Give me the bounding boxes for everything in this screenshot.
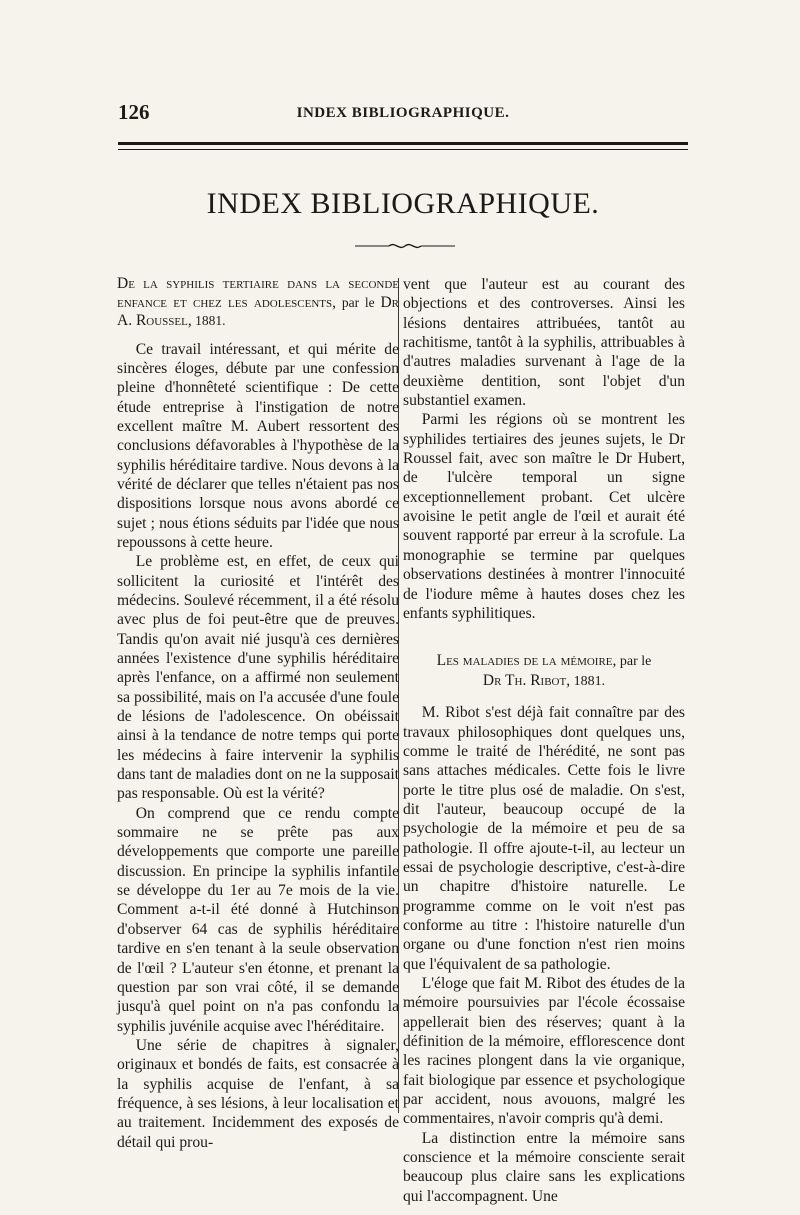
- entry-author: Dr A. Roussel,: [117, 293, 400, 329]
- running-head: [118, 100, 688, 130]
- paragraph-continuation: vent que l'auteur est au courant des objections et des controverses. Ainsi les lésions dentaires attribuées, tantôt au rachitisme, tantôt à la syphilis, attribuables à d'autres maladies survenant à l'age de la deuxième dentition, sont l'objet d'un substantiel examen.: [403, 276, 685, 410]
- entry-title: Les maladies de la mémoire,: [436, 652, 617, 670]
- paragraph: Parmi les régions où se montrent les syphilides tertiaires des jeunes sujets, le Dr Roussel fait, avec son maître le Dr Hubert, de l'ulcère temporal un signe exceptionnellement probant. Cet ulcère avoisine le petit angle de l'œil et aurait été souvent rapporté par erreur à la scrofule. La monographie se termine par quelques observations destinées à montrer l'innocuité de l'iodure même à hautes doses chez les enfants syphilitiques.: [403, 411, 685, 622]
- title-ornament: [355, 240, 455, 252]
- entry-year: 1881.: [573, 674, 606, 690]
- paragraph: Une série de chapitres à signaler, originaux et bondés de faits, est consacrée à la syphilis acquise de l'enfant, à sa fréquence, à ses lésions, à leur localisation et au traitement. Incidemment des exposés de détail qui prou-: [117, 1036, 399, 1151]
- page-number: 126: [118, 100, 150, 124]
- header-rule-thick: [118, 142, 688, 145]
- header-rule-thin: [118, 149, 688, 150]
- entry-by: par le: [619, 654, 652, 670]
- entry-heading-ribot: [403, 651, 685, 691]
- section-title: INDEX BIBLIOGRAPHIQUE.: [206, 187, 600, 220]
- paragraph: Le problème est, en effet, de ceux qui sollicitent la curiosité et l'intérêt des médecins. Soulevé récemment, il a été résolu avec plus de foi peut-être que de preuves. Tandis qu'on avait nié jusqu'à ces dernières années l'existence d'une syphilis héréditaire après l'enfance, on a affirmé non seulement sa possibilité, mais on l'a accusée d'une foule de lésions de l'adolescence. On obéissait ainsi à la tendance de notre temps qui porte les médecins à faire intervenir la syphilis dans tant de maladies dont on ne la supposait pas responsable. Où est la vérité?: [117, 553, 399, 803]
- paragraph: M. Ribot s'est déjà fait connaître par des travaux philosophiques dont quelques uns, comme le traité de l'hérédité, ne sont pas sans attaches médicales. Cette fois le livre porte le titre plus osé de maladie. On s'est, dit l'auteur, beaucoup occupé de la psychologie de la mémoire et peu de sa pathologie. Il offre ajoute-t-il, au lecteur un essai de psychologie descriptive, c'est-à-dire un chapitre d'histoire naturelle. Le programme comme on le voit n'est pas conforme au titre : l'histoire naturelle d'un organe ou d'une fonction n'est rien moins que l'équivalent de sa pathologie.: [403, 704, 685, 973]
- left-column: [117, 275, 399, 1152]
- entry-year: 1881.: [195, 313, 226, 328]
- entry-author: Dr Th. Ribot,: [482, 672, 571, 690]
- running-title: INDEX BIBLIOGRAPHIQUE.: [296, 105, 510, 121]
- paragraph: La distinction entre la mémoire sans conscience et la mémoire consciente serait beaucoup plus claire sans les explications qui l'accompagnent. Une: [403, 1129, 685, 1205]
- entry-heading-roussel: [117, 275, 399, 331]
- paragraph: On comprend que ce rendu compte sommaire ne se prête pas aux développements que comporte une pareille discussion. En principe la syphilis infantile se développe du 1er au 7e mois de la vie. Comment a-t-il été donné à Hutchinson d'observer 64 cas de syphilis héréditaire tardive en s'en tenant à la seule observation de l'œil ? L'auteur s'en étonne, et prenant la question par son vrai côté, il se demande jusqu'à quel point on n'a pas confondu la syphilis juvénile acquise avec l'héréditaire.: [117, 804, 399, 1035]
- paragraph: L'éloge que fait M. Ribot des études de la mémoire poursuivies par l'école écossaise appellerait bien des réserves; quant à la définition de la mémoire, efflorescence dont les racines plongent dans la vie organique, fait biologique par essence et psychologique par accident, nous avouons, malgré les commentaires, n'avoir compris qu'à demi.: [403, 975, 685, 1128]
- entry-title: De la syphilis tertiaire dans la seconde enfance et chez les adolescents,: [117, 275, 399, 311]
- right-column: [403, 275, 685, 1206]
- entry-by: par le: [341, 294, 375, 310]
- paragraph: Ce travail intéressant, et qui mérite de sincères éloges, débute par une confession pleine d'honnêteté scientifique : De cette étude entreprise à l'instigation de notre excellent maître M. Aubert ressortent des conclusions défavorables à l'hypothèse de la syphilis héréditaire tardive. Nous devons à la vérité de déclarer que telles n'étaient pas nos dispositions lorsque nous avons abordé ce sujet ; nous étions séduits par l'idée que nous repoussons à cette heure.: [117, 340, 399, 551]
